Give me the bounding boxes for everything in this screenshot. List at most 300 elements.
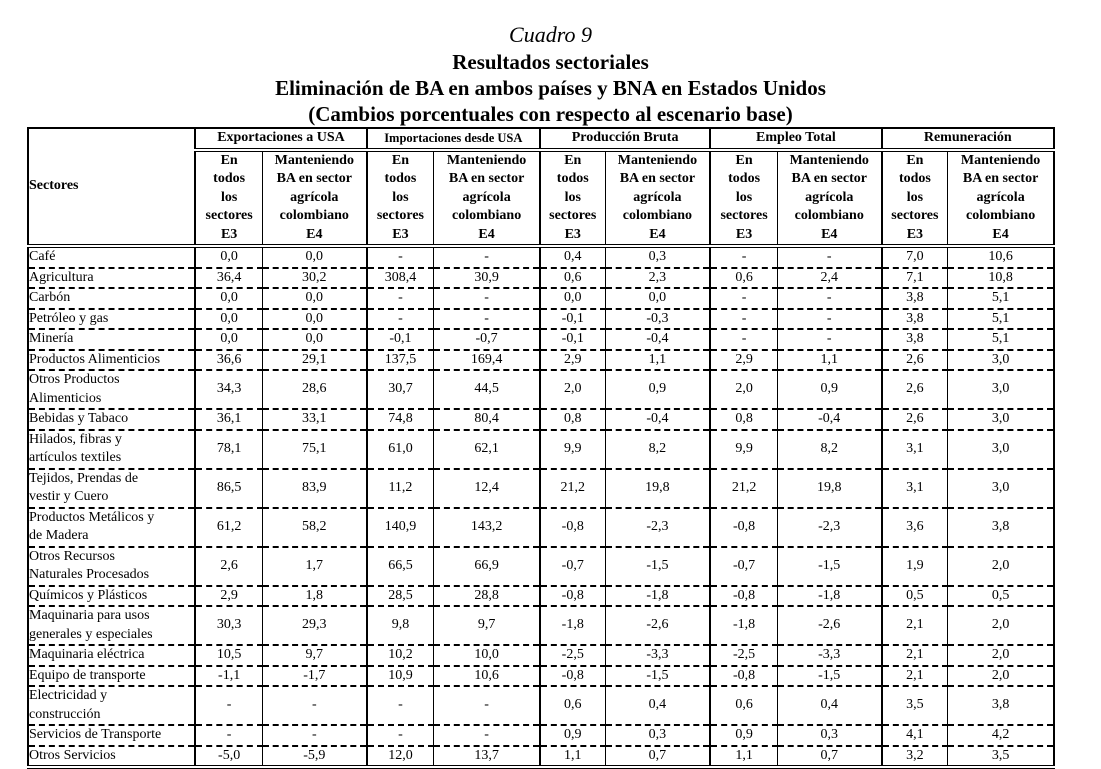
value-cell: 36,1 (195, 409, 262, 430)
value-cell: 78,1 (195, 430, 262, 469)
value-cell: -0,7 (710, 547, 777, 586)
subheader-line: todos (898, 171, 931, 186)
value-cell: 9,7 (434, 606, 540, 645)
sector-name-line: Electricidad y (29, 688, 108, 703)
value-cell: 19,8 (605, 469, 710, 508)
value-cell: -1,5 (605, 547, 710, 586)
value-cell: 0,7 (777, 746, 881, 768)
value-cell: 28,6 (262, 370, 366, 409)
value-cell: 0,6 (710, 268, 777, 289)
value-cell: 0,3 (777, 725, 881, 746)
value-cell: 0,0 (262, 309, 366, 330)
sector-name (28, 686, 195, 725)
value-cell: 0,9 (710, 725, 777, 746)
value-cell: - (777, 288, 881, 309)
value-cell: -1,8 (605, 586, 710, 607)
value-cell: -1,8 (540, 606, 605, 645)
subheader-line: colombiano (794, 208, 864, 223)
subheader-line: todos (213, 171, 246, 186)
value-cell: - (777, 329, 881, 350)
sector-name (28, 246, 195, 268)
value-cell: 1,1 (777, 350, 881, 371)
value-cell: 3,5 (948, 746, 1054, 768)
subheader-line: agrícola (805, 189, 854, 205)
subheader-e3 (882, 150, 948, 247)
group-header: Importaciones desde USA (367, 128, 540, 150)
value-cell: 3,8 (882, 288, 948, 309)
value-cell: 0,0 (195, 288, 262, 309)
value-cell: 28,5 (367, 586, 434, 607)
subheader-line: E4 (821, 226, 838, 242)
value-cell: 137,5 (367, 350, 434, 371)
subheader-line: todos (556, 171, 589, 186)
sector-name-line: generales y especiales (29, 626, 153, 642)
value-cell: 62,1 (434, 430, 540, 469)
value-cell: -1,5 (777, 547, 881, 586)
sector-name (28, 329, 195, 350)
value-cell: -1,5 (777, 666, 881, 687)
subheader-line: E3 (392, 226, 409, 242)
value-cell: 5,1 (948, 329, 1054, 350)
subheader-line: sectores (549, 208, 597, 223)
subheader-line: E3 (906, 226, 924, 242)
value-cell: -0,4 (605, 409, 710, 430)
sector-name (28, 288, 195, 309)
sector-name (28, 746, 195, 768)
sector-name (28, 268, 195, 289)
value-cell: - (710, 329, 777, 350)
group-header: Producción Bruta (540, 128, 710, 150)
table-row (28, 725, 1054, 746)
sector-name-line: Servicios de Transporte (29, 727, 162, 742)
value-cell: 2,0 (540, 370, 605, 409)
value-cell: 2,1 (882, 666, 948, 687)
value-cell: 9,9 (710, 430, 777, 469)
subheader-line: E4 (478, 226, 495, 242)
sector-name-line: Carbón (29, 290, 71, 305)
value-cell: 1,8 (262, 586, 366, 607)
subheader-line: sectores (205, 208, 253, 223)
subheader-line: BA en sector (448, 171, 525, 186)
value-cell: 2,3 (605, 268, 710, 289)
value-cell: -1,7 (262, 666, 366, 687)
sector-name-line: Petróleo y gas (29, 310, 109, 326)
table-row (28, 350, 1054, 371)
value-cell: 21,2 (710, 469, 777, 508)
sector-name (28, 370, 195, 409)
value-cell: -2,3 (605, 508, 710, 547)
subheader-line: los (735, 189, 753, 205)
subheader-line: E3 (564, 226, 581, 242)
value-cell: 2,1 (882, 606, 948, 645)
sector-name-line: vestir y Cuero (29, 489, 109, 504)
value-cell: -0,8 (540, 666, 605, 687)
value-cell: 2,1 (882, 645, 948, 666)
subheader-line: E4 (649, 226, 666, 242)
value-cell: 9,8 (367, 606, 434, 645)
value-cell: 3,0 (948, 409, 1054, 430)
value-cell: 0,0 (195, 309, 262, 330)
sector-name-line: Hilados, fibras y (29, 431, 122, 447)
value-cell: 3,1 (882, 430, 948, 469)
value-cell: 10,8 (948, 268, 1054, 289)
value-cell: - (434, 686, 540, 725)
table-row (28, 746, 1054, 768)
value-cell: 33,1 (262, 409, 366, 430)
sector-name (28, 309, 195, 330)
sector-name-line: Café (29, 249, 56, 264)
value-cell: - (434, 246, 540, 268)
value-cell: 308,4 (367, 268, 434, 289)
value-cell: 10,0 (434, 645, 540, 666)
subheader-e3 (540, 150, 605, 247)
value-cell: 0,6 (710, 686, 777, 725)
value-cell: - (434, 725, 540, 746)
value-cell: -5,0 (195, 746, 262, 768)
value-cell: 4,1 (882, 725, 948, 746)
value-cell: 7,1 (882, 268, 948, 289)
value-cell: 3,8 (948, 686, 1054, 725)
value-cell: -2,6 (605, 606, 710, 645)
value-cell: 3,8 (882, 329, 948, 350)
value-cell: 1,1 (540, 746, 605, 768)
value-cell: 3,0 (948, 370, 1054, 409)
subheader-line: E4 (992, 226, 1009, 242)
group-header: Exportaciones a USA (195, 128, 366, 150)
value-cell: 5,1 (948, 309, 1054, 330)
value-cell: -0,1 (540, 309, 605, 330)
sector-name-line: construcción (29, 706, 101, 722)
group-header: Empleo Total (710, 128, 881, 150)
subheader-e3 (195, 150, 262, 247)
sector-name-line: Agricultura (29, 269, 94, 285)
value-cell: 3,2 (882, 746, 948, 768)
value-cell: 169,4 (434, 350, 540, 371)
value-cell: 0,0 (195, 246, 262, 268)
value-cell: 8,2 (605, 430, 710, 469)
subheader-e4 (262, 150, 366, 247)
sector-name (28, 586, 195, 607)
sector-name-line: artículos textiles (29, 450, 122, 465)
value-cell: 143,2 (434, 508, 540, 547)
value-cell: 36,4 (195, 268, 262, 289)
sector-name-line: Productos Metálicos y (29, 509, 155, 525)
value-cell: 66,9 (434, 547, 540, 586)
subheader-line: agrícola (462, 189, 511, 205)
value-cell: -3,3 (777, 645, 881, 666)
value-cell: 75,1 (262, 430, 366, 469)
value-cell: 7,0 (882, 246, 948, 268)
value-cell: 2,4 (777, 268, 881, 289)
subheader-line: colombiano (451, 208, 522, 223)
table-row (28, 666, 1054, 687)
subheader-line: Manteniendo (446, 152, 527, 168)
value-cell: 2,9 (195, 586, 262, 607)
value-cell: 1,9 (882, 547, 948, 586)
value-cell: 0,9 (540, 725, 605, 746)
value-cell: 29,1 (262, 350, 366, 371)
value-cell: 2,0 (948, 666, 1054, 687)
value-cell: 10,6 (434, 666, 540, 687)
sector-name (28, 430, 195, 469)
value-cell: - (777, 246, 881, 268)
value-cell: - (367, 309, 434, 330)
value-cell: 3,6 (882, 508, 948, 547)
value-cell: -2,5 (540, 645, 605, 666)
value-cell: -1,8 (777, 586, 881, 607)
sector-name (28, 350, 195, 371)
value-cell: -2,6 (777, 606, 881, 645)
subheader-line: los (564, 189, 581, 205)
value-cell: 3,0 (948, 430, 1054, 469)
value-cell: 19,8 (777, 469, 881, 508)
value-cell: 10,5 (195, 645, 262, 666)
sectoral-results-table (27, 127, 1055, 769)
sector-name-line: Naturales Procesados (29, 567, 150, 582)
subheader-e4 (777, 150, 881, 247)
value-cell: 0,0 (262, 288, 366, 309)
subheader-line: Manteniendo (960, 152, 1041, 168)
value-cell: 4,2 (948, 725, 1054, 746)
subheader-line: colombiano (622, 208, 693, 223)
table-units-note: (Cambios porcentuales con respecto al escenario base) (308, 102, 793, 126)
sector-name (28, 606, 195, 645)
subheader-e4 (434, 150, 540, 247)
table-row (28, 329, 1054, 350)
value-cell: 2,6 (882, 370, 948, 409)
value-cell: 0,0 (605, 288, 710, 309)
value-cell: -0,4 (605, 329, 710, 350)
subheader-line: E4 (306, 226, 323, 242)
value-cell: 29,3 (262, 606, 366, 645)
value-cell: - (195, 686, 262, 725)
subheader-line: Manteniendo (617, 152, 698, 168)
value-cell: -0,1 (367, 329, 434, 350)
sector-name-line: Bebidas y Tabaco (29, 411, 129, 426)
value-cell: - (262, 686, 366, 725)
value-cell: - (195, 725, 262, 746)
sector-name (28, 666, 195, 687)
value-cell: 58,2 (262, 508, 366, 547)
value-cell: 0,5 (882, 586, 948, 607)
value-cell: 0,3 (605, 725, 710, 746)
subheader-line: los (906, 189, 924, 205)
sector-name (28, 725, 195, 746)
subheader-e4 (605, 150, 710, 247)
value-cell: -5,9 (262, 746, 366, 768)
value-cell: 0,8 (540, 409, 605, 430)
subheader-e3 (710, 150, 777, 247)
subheader-line: E3 (735, 226, 753, 242)
subheader-line: E3 (220, 226, 238, 242)
subheader-line: Manteniendo (789, 152, 869, 168)
value-cell: 34,3 (195, 370, 262, 409)
table-row (28, 606, 1054, 645)
value-cell: 3,0 (948, 350, 1054, 371)
value-cell: 2,6 (882, 350, 948, 371)
value-cell: 0,0 (195, 329, 262, 350)
value-cell: 30,9 (434, 268, 540, 289)
sector-name-line: Maquinaria para usos (29, 608, 150, 623)
value-cell: 36,6 (195, 350, 262, 371)
value-cell: 10,9 (367, 666, 434, 687)
subheader-line: todos (728, 171, 761, 186)
value-cell: 74,8 (367, 409, 434, 430)
value-cell: 5,1 (948, 288, 1054, 309)
value-cell: 10,6 (948, 246, 1054, 268)
sector-name (28, 645, 195, 666)
subheader-line: BA en sector (619, 171, 696, 186)
table-subtitle: Eliminación de BA en ambos países y BNA en Estados Unidos (275, 76, 826, 100)
value-cell: 83,9 (262, 469, 366, 508)
value-cell: - (710, 288, 777, 309)
value-cell: 0,8 (710, 409, 777, 430)
value-cell: 3,8 (948, 508, 1054, 547)
value-cell: 2,0 (948, 645, 1054, 666)
value-cell: 3,5 (882, 686, 948, 725)
subheader-e4 (948, 150, 1054, 247)
value-cell: 0,9 (605, 370, 710, 409)
value-cell: 44,5 (434, 370, 540, 409)
value-cell: -1,1 (195, 666, 262, 687)
value-cell: -0,8 (710, 508, 777, 547)
table-row (28, 469, 1054, 508)
value-cell: - (367, 725, 434, 746)
value-cell: -0,8 (710, 666, 777, 687)
value-cell: - (710, 246, 777, 268)
subheader-line: BA en sector (962, 171, 1039, 186)
sector-name-line: Otros Servicios (29, 747, 116, 763)
value-cell: 0,0 (540, 288, 605, 309)
value-cell: 0,4 (605, 686, 710, 725)
sector-name-line: Otros Recursos (29, 548, 115, 564)
sector-name-line: Tejidos, Prendas de (29, 470, 139, 486)
value-cell: 30,2 (262, 268, 366, 289)
value-cell: 0,5 (948, 586, 1054, 607)
value-cell: - (777, 309, 881, 330)
value-cell: 21,2 (540, 469, 605, 508)
value-cell: 28,8 (434, 586, 540, 607)
value-cell: -2,3 (777, 508, 881, 547)
value-cell: 86,5 (195, 469, 262, 508)
value-cell: - (367, 686, 434, 725)
subheader-line: sectores (720, 208, 768, 223)
value-cell: - (434, 288, 540, 309)
value-cell: 0,4 (540, 246, 605, 268)
value-cell: 2,6 (882, 409, 948, 430)
value-cell: 0,6 (540, 268, 605, 289)
table-row (28, 430, 1054, 469)
value-cell: 10,2 (367, 645, 434, 666)
subheader-line: BA en sector (791, 171, 867, 186)
value-cell: 3,1 (882, 469, 948, 508)
value-cell: 0,3 (605, 246, 710, 268)
subheader-line: Manteniendo (274, 152, 354, 168)
value-cell: - (262, 725, 366, 746)
sector-name (28, 469, 195, 508)
value-cell: 30,3 (195, 606, 262, 645)
subheader-line: colombiano (279, 208, 349, 223)
sector-name (28, 547, 195, 586)
table-row (28, 586, 1054, 607)
value-cell: 8,2 (777, 430, 881, 469)
value-cell: - (367, 288, 434, 309)
subheader-line: En (564, 152, 582, 168)
sector-name-line: Minería (29, 331, 74, 346)
value-cell: -1,5 (605, 666, 710, 687)
value-cell: 61,2 (195, 508, 262, 547)
subheader-line: los (392, 189, 409, 205)
subheader-line: los (220, 189, 238, 205)
value-cell: -0,8 (540, 586, 605, 607)
sector-name-line: Alimenticios (29, 390, 102, 406)
value-cell: -1,8 (710, 606, 777, 645)
value-cell: 2,9 (710, 350, 777, 371)
value-cell: -0,7 (434, 329, 540, 350)
sector-name (28, 508, 195, 547)
value-cell: 1,1 (605, 350, 710, 371)
value-cell: 0,6 (540, 686, 605, 725)
sector-name-line: Productos Alimenticios (29, 351, 161, 367)
value-cell: 12,4 (434, 469, 540, 508)
value-cell: 0,7 (605, 746, 710, 768)
subheader-line: En (391, 152, 409, 168)
value-cell: - (710, 309, 777, 330)
value-cell: -0,8 (540, 508, 605, 547)
value-cell: - (367, 246, 434, 268)
value-cell: 0,9 (777, 370, 881, 409)
subheader-line: agrícola (633, 189, 682, 205)
value-cell: 1,1 (710, 746, 777, 768)
value-cell: 9,9 (540, 430, 605, 469)
value-cell: 1,7 (262, 547, 366, 586)
subheader-e3 (367, 150, 434, 247)
group-header: Remuneración (882, 128, 1054, 150)
table-row (28, 246, 1054, 268)
value-cell: 13,7 (434, 746, 540, 768)
subheader-line: agrícola (976, 189, 1025, 205)
value-cell: 3,8 (882, 309, 948, 330)
value-cell: 61,0 (367, 430, 434, 469)
table-row (28, 547, 1054, 586)
subheader-line: sectores (891, 208, 939, 223)
value-cell: -0,3 (605, 309, 710, 330)
sector-name-line: Maquinaria eléctrica (29, 647, 145, 662)
sector-name-line: Equipo de transporte (29, 667, 146, 683)
value-cell: 2,0 (948, 547, 1054, 586)
value-cell: 2,0 (710, 370, 777, 409)
subheader-line: colombiano (965, 208, 1036, 223)
table-title: Resultados sectoriales (452, 50, 649, 74)
table-row (28, 409, 1054, 430)
value-cell: -0,1 (540, 329, 605, 350)
value-cell: -0,4 (777, 409, 881, 430)
value-cell: 0,4 (777, 686, 881, 725)
subheader-line: En (735, 152, 753, 168)
value-cell: 2,6 (195, 547, 262, 586)
value-cell: 11,2 (367, 469, 434, 508)
subheader-line: En (220, 152, 238, 168)
subheader-line: En (906, 152, 924, 168)
value-cell: 9,7 (262, 645, 366, 666)
subheader-line: BA en sector (276, 171, 352, 186)
sector-name-line: Químicos y Plásticos (29, 587, 148, 603)
value-cell: 80,4 (434, 409, 540, 430)
table-row (28, 508, 1054, 547)
sector-name-line: Otros Productos (29, 372, 120, 387)
subheader-line: sectores (376, 208, 425, 223)
value-cell: -3,3 (605, 645, 710, 666)
